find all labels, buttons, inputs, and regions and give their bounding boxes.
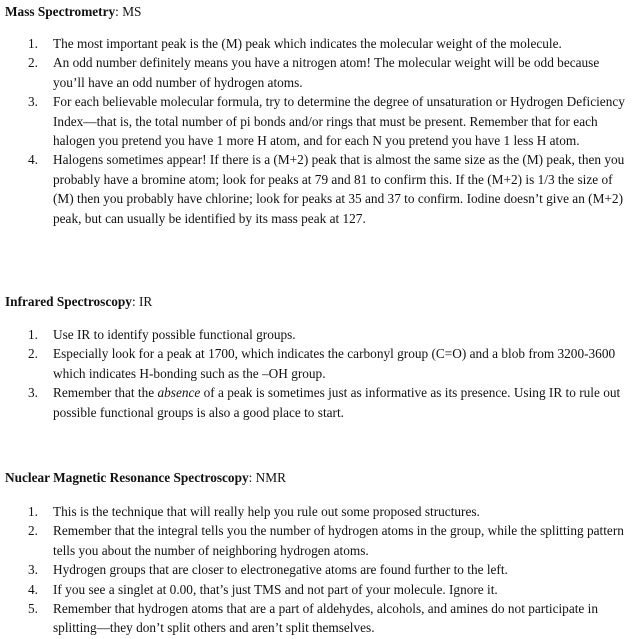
list-item — [0, 599, 632, 638]
list-item — [0, 34, 632, 53]
item-text: For each believable molecular formula, try to determine the degree of unsaturation or Hydrogen Deficiency Index—that is, the total number of pi bonds and/or rings that must be present. Remember that for each halogen you pretend you have 1 more H atom, and for each N you pretend you have 1 less H atom. — [53, 94, 625, 149]
list-item — [0, 560, 632, 579]
item-number: 5. — [28, 601, 38, 617]
ms-list — [0, 34, 632, 228]
nmr-heading-title: Nuclear Magnetic Resonance Spectroscopy — [5, 470, 249, 485]
ir-list — [0, 325, 632, 422]
item-number: 3. — [28, 94, 38, 110]
ms-section-heading — [5, 2, 141, 21]
item-number: 3. — [28, 385, 38, 401]
item-number: 2. — [28, 55, 38, 71]
ir-heading-title: Infrared Spectroscopy — [5, 294, 132, 309]
item-number: 1. — [28, 327, 38, 342]
item-text: If you see a singlet at 0.00, that’s just TMS and not part of your molecule. Ignore it. — [53, 581, 498, 597]
item-text: Especially look for a peak at 1700, which indicates the carbonyl group (C=O) and a blob from 3200-3600 which indicates H-bonding such as the –OH group. — [53, 346, 616, 381]
list-item — [0, 580, 632, 599]
nmr-heading-abbrev: : NMR — [248, 470, 286, 485]
item-text: This is the technique that will really help you rule out some proposed structures. — [53, 504, 480, 519]
list-item — [0, 325, 632, 344]
ir-heading-abbrev: : IR — [131, 294, 153, 309]
list-item — [0, 383, 632, 422]
item-text: The most important peak is the (M) peak which indicates the molecular weight of the molecule. — [53, 36, 562, 51]
item-text: Remember that hydrogen atoms that are a part of aldehydes, alcohols, and amines do not participate in splitting—they don’t split others and aren’t split themselves. — [53, 601, 598, 636]
list-item — [0, 150, 632, 228]
item-number: 1. — [28, 36, 38, 51]
ms-heading-title: Mass Spectrometry — [5, 4, 116, 19]
list-item — [0, 502, 632, 521]
list-item — [0, 521, 632, 560]
list-item — [0, 53, 632, 92]
item-number: 1. — [28, 504, 38, 519]
item-number: 2. — [28, 346, 38, 362]
item-number: 4. — [28, 152, 38, 168]
list-item — [0, 92, 632, 150]
item-text: Use IR to identify possible functional groups. — [53, 327, 296, 342]
item-number: 2. — [28, 523, 38, 539]
item-text — [53, 385, 620, 419]
item-text: Hydrogen groups that are closer to electronegative atoms are found further to the left. — [53, 562, 508, 578]
ms-heading-abbrev: : MS — [115, 4, 142, 19]
item-number: 4. — [28, 581, 38, 597]
list-item — [0, 344, 632, 383]
ir-section-heading — [5, 292, 152, 311]
item-text: An odd number definitely means you have a nitrogen atom! The molecular weight will be odd because you’ll have an odd number of hydrogen atoms. — [53, 55, 600, 90]
nmr-list — [0, 502, 632, 638]
item-text-emphasis: absence — [157, 385, 201, 401]
nmr-section-heading — [5, 468, 286, 487]
item-number: 3. — [28, 562, 38, 578]
item-text: Halogens sometimes appear! If there is a (M+2) peak that is almost the same size as the (M) peak, then you probably have a bromine atom; look for peaks at 79 and 81 to confirm this. If the (M+2) is 1/3 the size of (M) then you probably have chlorine; look for peaks at 35 and 37 to confirm. Iodine doesn’t give an (M+2) peak, but can usually be identified by its mass peak at 127. — [53, 152, 625, 226]
item-text: Remember that the integral tells you the number of hydrogen atoms in the group, while the splitting pattern tells you about the number of neighboring hydrogen atoms. — [53, 523, 624, 558]
item-text-before: Remember that the — [53, 385, 158, 401]
item-text-after: of a peak is sometimes just as informative as its presence. Using IR to rule out possible functional groups is also a good place to start. — [53, 385, 621, 420]
